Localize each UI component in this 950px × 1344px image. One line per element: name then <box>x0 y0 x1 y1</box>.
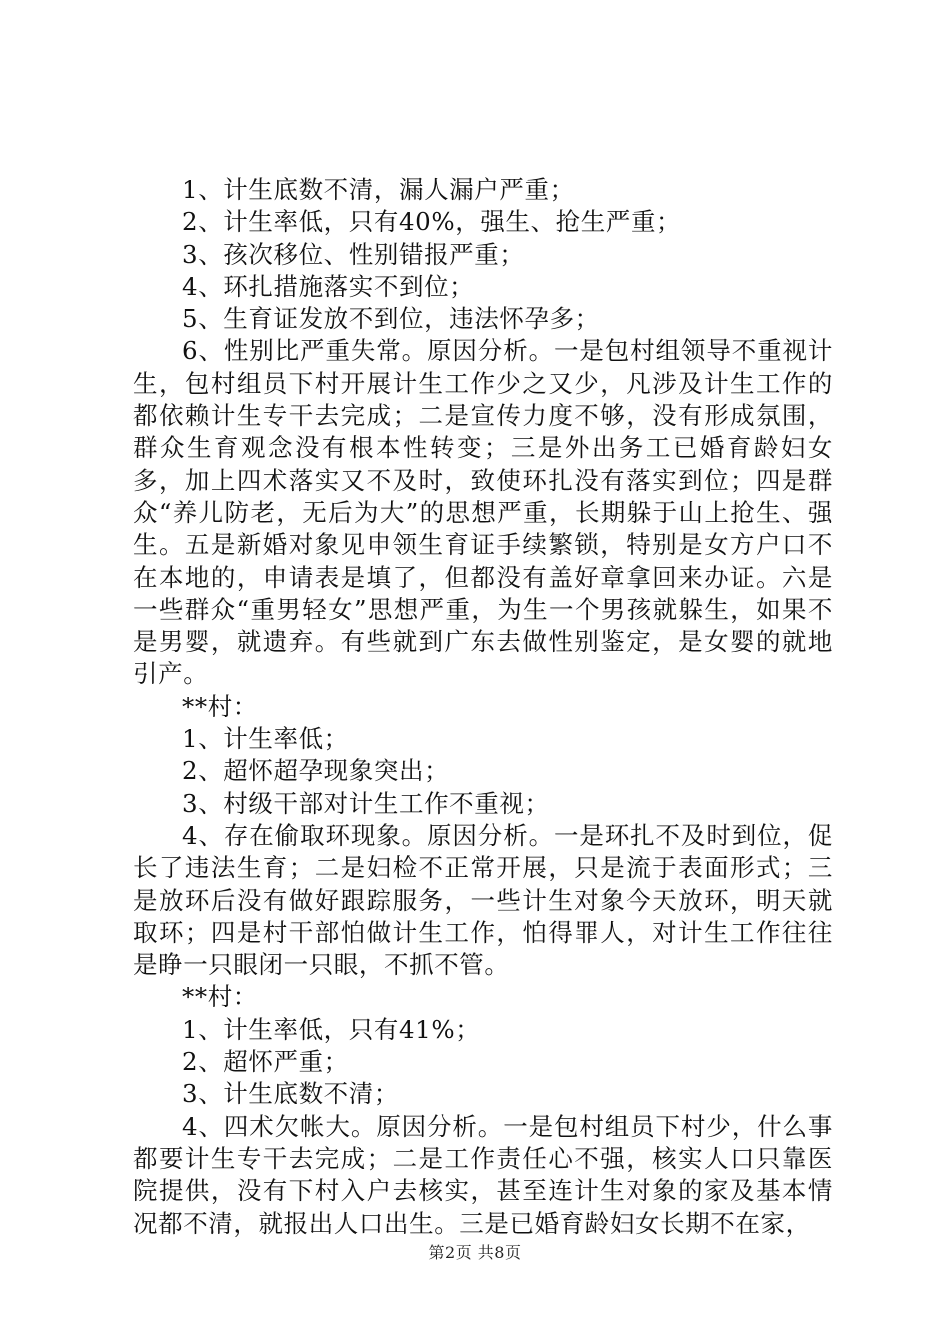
paragraph: 2、超怀超孕现象突出； <box>182 756 450 786</box>
document-body <box>133 174 833 1240</box>
paragraph: 4、四术欠帐大。原因分析。一是包村组员下村少，什么事都要计生专干去完成；二是工作责任心不强，核实人口只靠医院提供，没有下村入户去核实，甚至连计生对象的家及基本情况都不清，就报出人口出生。三是已婚育龄妇女长期不在家， <box>133 1111 833 1238</box>
page-number-label: 第2页 共8页 <box>428 1243 522 1262</box>
section-heading: **村： <box>182 982 258 1012</box>
paragraph: 2、计生率低，只有40%，强生、抢生严重； <box>182 207 682 237</box>
paragraph: 1、计生底数不清，漏人漏户严重； <box>182 175 575 204</box>
paragraph: 3、村级干部对计生工作不重视； <box>182 788 550 818</box>
paragraph: 1、计生率低，只有41%； <box>182 1014 481 1044</box>
paragraph: 3、计生底数不清； <box>182 1079 399 1109</box>
section-heading: **村： <box>182 691 258 721</box>
paragraph: 1、计生率低； <box>182 724 349 754</box>
paragraph: 6、性别比严重失常。原因分析。一是包村组领导不重视计生，包村组员下村开展计生工作少之又少，凡涉及计生工作的都依赖计生专干去完成；二是宣传力度不够，没有形成氛围，群众生育观念没有根本性转变；三是外出务工已婚育龄妇女多，加上四术落实又不及时，致使环扎没有落实到位；四是群众“养儿防老，无后为大”的思想严重，长期躲于山上抢生、强生。五是新婚对象见申领生育证手续繁锁，特别是女方户口不在本地的，申请表是填了，但都没有盖好章拿回来办证。六是一些群众“重男轻女”思想严重，为生一个男孩就躲生，如果不是男婴，就遗弃。有些就到广东去做性别鉴定，是女婴的就地引产。 <box>133 336 833 689</box>
paragraph: 4、环扎措施落实不到位； <box>182 271 475 301</box>
page-footer <box>0 1243 950 1263</box>
paragraph: 2、超怀严重； <box>182 1047 349 1077</box>
paragraph: 4、存在偷取环现象。原因分析。一是环扎不及时到位，促长了违法生育；二是妇检不正常开展，只是流于表面形式；三是放环后没有做好跟踪服务，一些计生对象今天放环，明天就取环；四是村干部怕做计生工作，怕得罪人，对计生工作往往是睁一只眼闭一只眼，不抓不管。 <box>133 820 833 980</box>
paragraph: 5、生育证发放不到位，违法怀孕多； <box>182 304 600 334</box>
paragraph: 3、孩次移位、性别错报严重； <box>182 239 525 269</box>
